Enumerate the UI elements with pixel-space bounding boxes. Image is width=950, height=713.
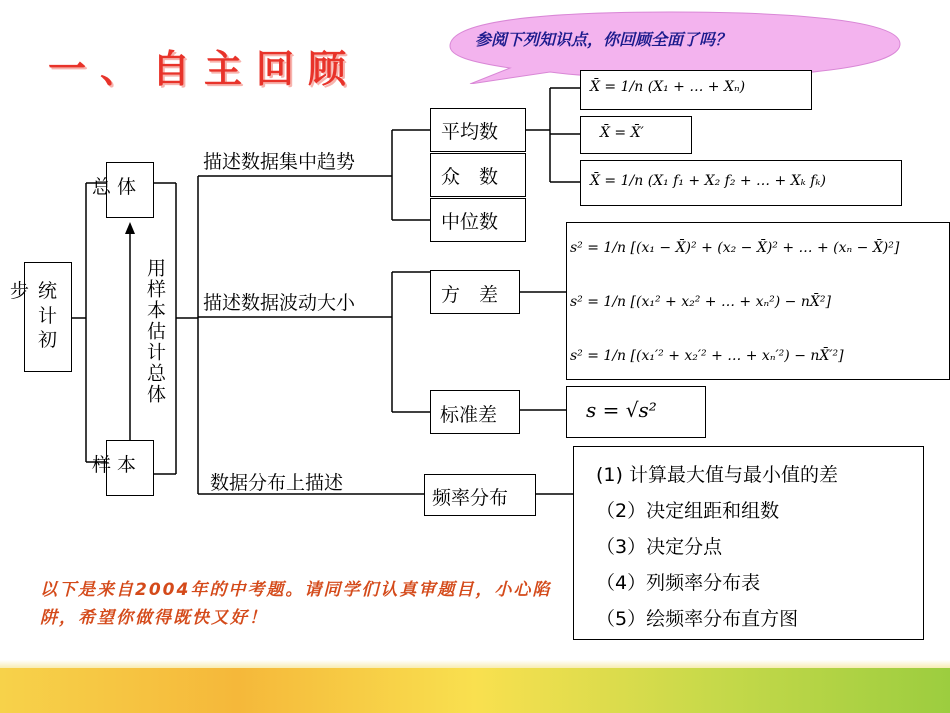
label-bu: 步 [10,280,30,302]
step-4: （4）列频率分布表 [596,572,761,594]
mode-label: 众 数 [441,166,499,188]
step-3: （3）决定分点 [596,536,723,558]
sample-label: 样 本 [92,454,137,476]
step-5: （5）绘频率分布直方图 [596,608,799,630]
freq-label: 频率分布 [432,487,509,509]
label-tong: 统 [38,280,58,302]
mean-formula-1: X̄ = 1/n (X₁ + … + Xₙ) [590,79,746,95]
branch-spread: 描述数据波动大小 [203,292,356,314]
std-label: 标准差 [440,404,498,426]
exam-note: 以下是来自2004年的中考题。请同学们认真审题目，小心陷阱，希望你做得既快又好！ [40,580,552,628]
branch-distribution: 数据分布上描述 [210,472,344,494]
std-formula: s = √s² [586,398,657,422]
variance-formula-1: s² = 1/n [(x₁ − X̄)² + (x₂ − X̄)² + … + (xₙ − X̄)²] [570,240,900,256]
step-1: (1) 计算最大值与最小值的差 [596,464,838,486]
step-2: （2）决定组距和组数 [596,500,780,522]
variance-formula-2: s² = 1/n [(x₁² + x₂² + … + xₙ²) − nX̄²] [570,294,831,310]
mean-formula-2: X̄ = X̄′ [600,125,644,141]
mean-label: 平均数 [441,121,499,143]
bubble-text: 参阅下列知识点，你回顾全面了吗？ [475,30,732,49]
footer-band [0,668,950,713]
estimate-label: 用样本估计总体 [144,258,166,405]
label-chu: 初 [38,329,58,351]
page-title: 一、自主回顾 [48,46,361,91]
variance-label: 方 差 [441,284,499,306]
label-ji: 计 [38,305,58,327]
variance-formula-3: s² = 1/n [(x₁′² + x₂′² + … + xₙ′²) − nX̄′²] [570,348,844,364]
population-label: 总 体 [92,176,137,198]
branch-central: 描述数据集中趋势 [203,151,356,173]
mean-formula-3: X̄ = 1/n (X₁ f₁ + X₂ f₂ + … + Xₖ fₖ) [590,173,826,189]
median-label: 中位数 [441,211,499,233]
